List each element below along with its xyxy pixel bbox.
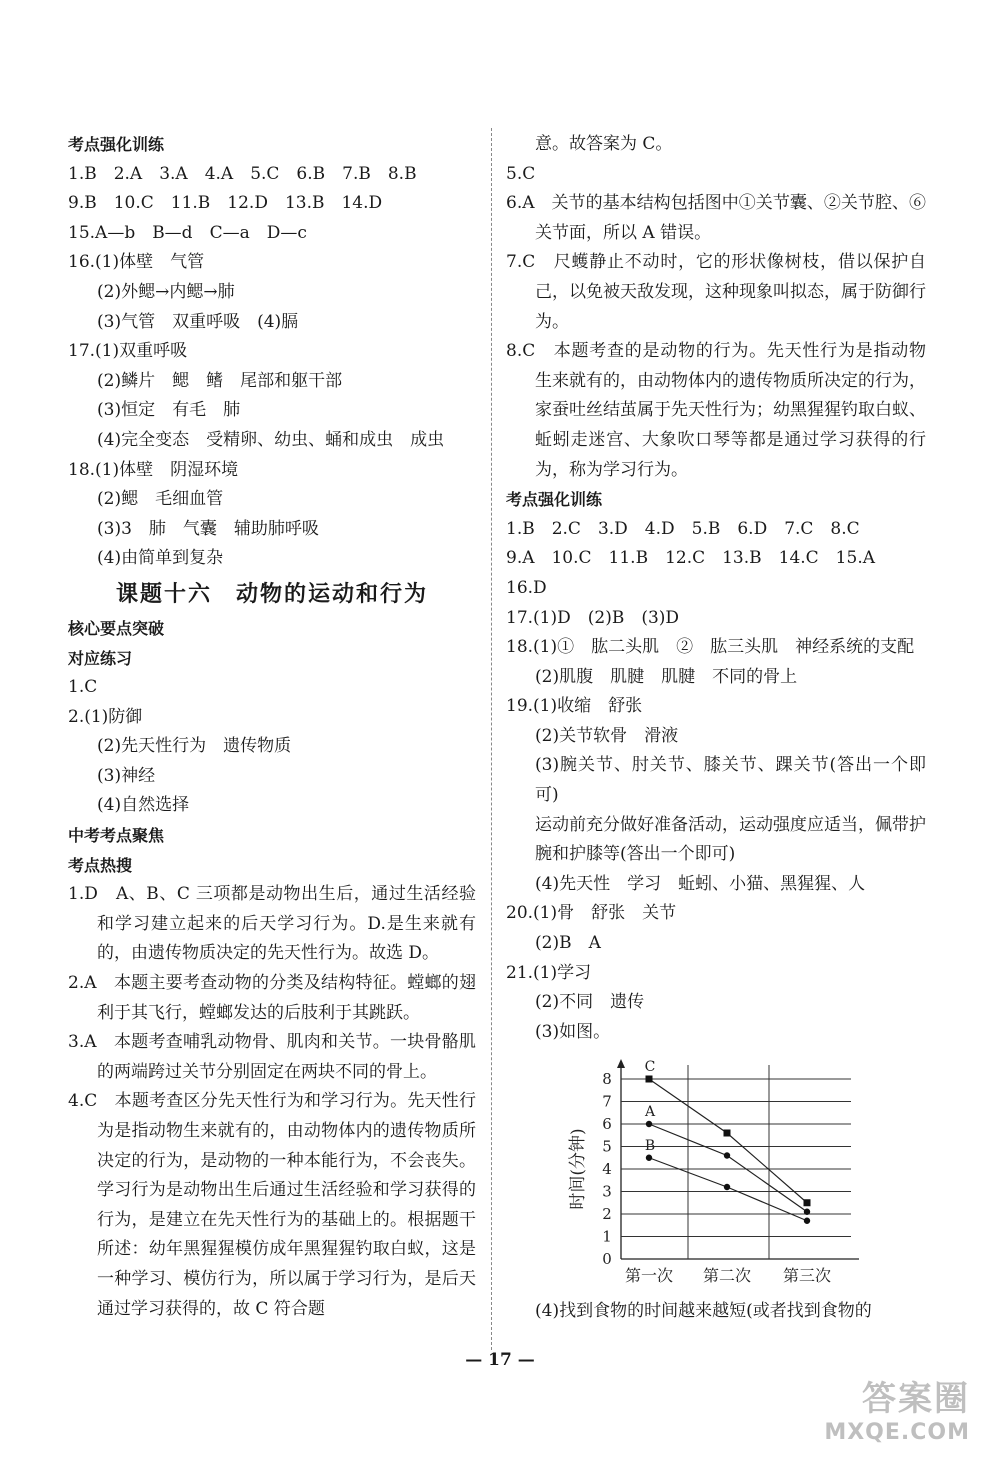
y-tick-label: 6	[602, 1115, 612, 1134]
data-point	[724, 1153, 730, 1159]
answer-line: 16.D	[506, 577, 547, 598]
answer-line: (2)先天性行为 遗传物质	[97, 736, 292, 757]
answer-line: 17.(1)双重呼吸	[68, 341, 188, 362]
answer-line: (3)恒定 有毛 肺	[97, 400, 241, 421]
section-heading: 核心要点突破	[68, 618, 165, 638]
data-point	[804, 1218, 810, 1224]
answer-line: (4)由简单到复杂	[97, 548, 224, 569]
answer-line: 9.B 10.C 11.B 12.D 13.B 14.D	[68, 193, 383, 214]
watermark-url: MXQE.COM	[824, 1420, 970, 1445]
x-tick-label: 第二次	[702, 1266, 752, 1286]
answer-paragraph: (3)腕关节、肘关节、膝关节、踝关节(答出一个即可)	[535, 755, 926, 806]
section-heading: 考点强化训练	[68, 135, 165, 154]
series-label: C	[644, 1059, 656, 1076]
answer-paragraph: 运动前充分做好准备活动，运动强度应适当，佩带护腕和护膝等(答出一个即可)	[535, 814, 926, 865]
answer-line: (4)完全变态 受精卵、幼虫、蛹和成虫 成虫	[97, 429, 445, 450]
answer-paragraph: 18.(1)① 肱二头肌 ② 肱三头肌 神经系统的支配	[506, 637, 915, 658]
data-point	[804, 1209, 810, 1215]
answer-line: (2)鳃 毛细血管	[97, 489, 224, 510]
answer-paragraph: 8.C 本题考查的是动物的行为。先天性行为是指动物生来就有的，由动物体内的遗传物质所决定的行为，家蚕吐丝结茧属于先天性行为；幼黑猩猩钓取白蚁、蚯蚓走迷宫、大象吹口琴等都是通过学习获得的行为，称为学习行为。	[506, 341, 926, 480]
answer-line: (2)外鳃→内鳃→肺	[97, 281, 235, 302]
series-label: A	[644, 1104, 656, 1121]
y-axis-label: 时间(分钟)	[568, 1128, 588, 1211]
line-chart-figure	[506, 1047, 926, 1297]
section-heading: 对应练习	[68, 648, 133, 668]
y-tick-label: 5	[602, 1137, 612, 1156]
answer-line: 1.B 2.A 3.A 4.A 5.C 6.B 7.B 8.B	[68, 163, 417, 184]
answer-line: (4)找到食物的时间越来越短(或者找到食物的	[535, 1301, 872, 1322]
section-heading: 中考考点聚焦	[68, 826, 165, 846]
answer-paragraph: 3.A 本题考查哺乳动物骨、肌肉和关节。一块骨骼肌的两端跨过关节分别固定在两块不同的骨上。	[68, 1032, 476, 1082]
y-tick-label: 2	[602, 1205, 612, 1224]
answer-line: (3)神经	[97, 765, 156, 786]
series-label: B	[644, 1138, 656, 1155]
answer-line: 17.(1)D (2)B (3)D	[506, 607, 680, 628]
answer-line: 1.C	[68, 677, 98, 698]
data-point	[724, 1130, 731, 1137]
answer-paragraph: 7.C 尺蠖静止不动时，它的形状像树枝，借以保护自己，以免被天敌发现，这种现象叫拟态，属于防御行为。	[506, 252, 926, 332]
answer-line: 19.(1)收缩 舒张	[506, 696, 643, 717]
answer-line: (4)先天性 学习 蚯蚓、小猫、黑猩猩、人	[535, 873, 866, 894]
answer-paragraph: 6.A 关节的基本结构包括图中①关节囊、②关节腔、⑥关节面，所以 A 错误。	[506, 193, 926, 243]
series-line	[649, 1124, 807, 1212]
left-column	[68, 130, 476, 1324]
answer-line: 16.(1)体壁 气管	[68, 252, 205, 273]
right-column	[506, 130, 926, 1327]
section-heading: 考点热搜	[68, 855, 133, 875]
page-number: — 17 —	[465, 1350, 535, 1370]
y-tick-label: 8	[602, 1070, 612, 1089]
x-tick-label: 第一次	[624, 1266, 674, 1286]
answer-line: 21.(1)学习	[506, 962, 592, 983]
answer-line: (2)不同 遗传	[535, 992, 645, 1013]
answer-line: 意。故答案为 C。	[535, 134, 673, 154]
x-tick-label: 第三次	[782, 1266, 832, 1286]
answer-line: 5.C	[506, 163, 536, 184]
answer-line: 2.(1)防御	[68, 706, 143, 727]
y-tick-label: 7	[602, 1092, 612, 1111]
watermark-logo	[824, 1371, 970, 1445]
answer-line: 20.(1)骨 舒张 关节	[506, 903, 677, 924]
answer-line: (2)B A	[535, 933, 601, 954]
answer-line: 15.A—b B—d C—a D—c	[68, 222, 307, 243]
answer-line: 1.B 2.C 3.D 4.D 5.B 6.D 7.C 8.C	[506, 518, 860, 539]
answer-line: 18.(1)体壁 阴湿环境	[68, 459, 239, 480]
y-tick-label: 3	[602, 1182, 612, 1201]
answer-line: 9.A 10.C 11.B 12.C 13.B 14.C 15.A	[506, 548, 875, 569]
answer-line: (2)鳞片 鳃 鳍 尾部和躯干部	[97, 370, 343, 391]
data-point	[646, 1076, 653, 1083]
data-point	[646, 1155, 652, 1161]
answer-paragraph: 4.C 本题考查区分先天性行为和学习行为。先天性行为是指动物生来就有的，由动物体内的遗传物质所决定的行为，是动物的一种本能行为，不会丧失。学习行为是动物出生后通过生活经验和学习获得的行为，是建立在先天性行为的基础上的。根据题干所述：幼年黑猩猩模仿成年黑猩猩钓取白蚁，这是一种学习、模仿行为，所以属于学习行为，是后天通过学习获得的，故 C 符合题	[68, 1091, 476, 1319]
answer-paragraph: 2.A 本题主要考查动物的分类及结构特征。螳螂的翅利于其飞行，螳螂发达的后肢利于其跳跃。	[68, 973, 476, 1023]
chapter-title: 课题十六 动物的运动和行为	[115, 580, 428, 607]
answer-line: (4)自然选择	[97, 795, 190, 816]
y-tick-label: 1	[602, 1227, 612, 1246]
column-divider	[491, 128, 492, 1350]
line-chart	[506, 1047, 926, 1297]
data-point	[804, 1200, 811, 1207]
data-point	[646, 1121, 652, 1127]
y-axis-arrow	[617, 1059, 625, 1068]
y-tick-label: 4	[602, 1160, 612, 1179]
answer-paragraph: 1.D A、B、C 三项都是动物出生后，通过生活经验和学习建立起来的后天学习行为。D.是生来就有的，由遗传物质决定的先天性行为。故选 D。	[68, 884, 476, 964]
answer-line: (2)肌腹 肌腱 肌腱 不同的骨上	[535, 666, 798, 687]
watermark-text: 答案圈	[862, 1379, 970, 1419]
answer-line: (3)如图。	[535, 1021, 611, 1042]
data-point	[724, 1184, 730, 1190]
answer-line: (3)3 肺 气囊 辅助肺呼吸	[97, 518, 319, 539]
answer-line: (3)气管 双重呼吸 (4)膈	[97, 311, 299, 332]
answer-line: (2)关节软骨 滑液	[535, 725, 679, 746]
y-tick-label: 0	[602, 1250, 612, 1269]
section-heading: 考点强化训练	[506, 490, 603, 510]
